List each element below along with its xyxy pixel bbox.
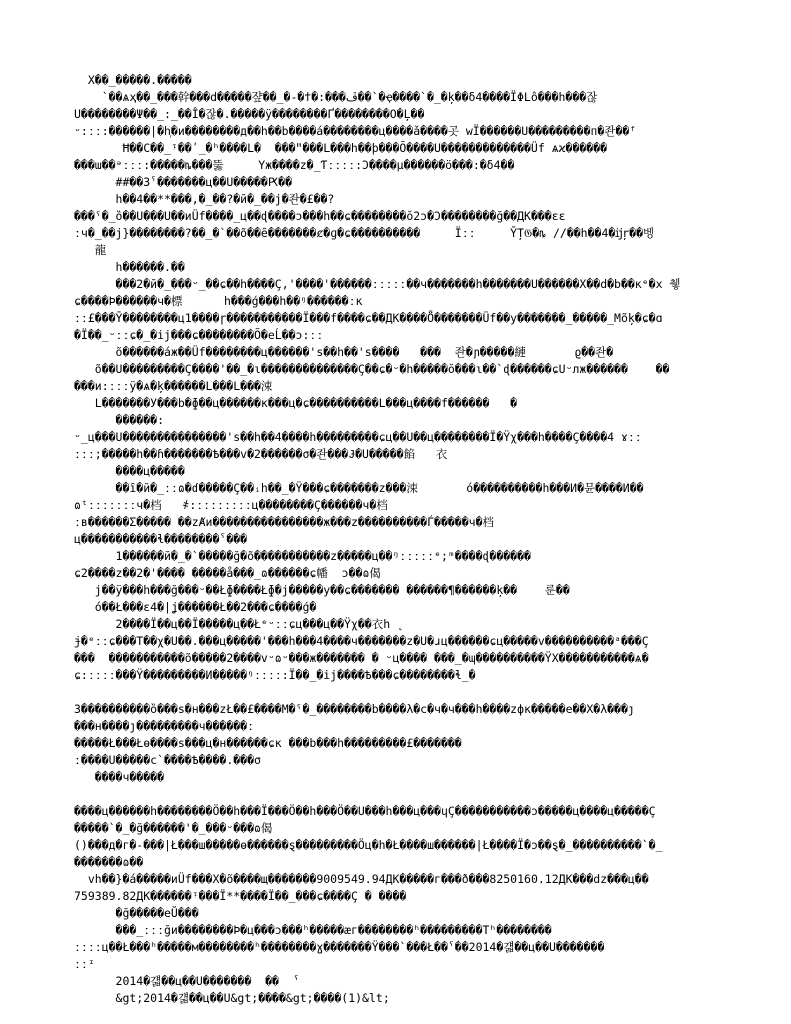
text-line: ������:: [74, 413, 165, 427]
text-line: ����ц�����: [74, 464, 185, 478]
text-line: ����ц������h��������Ö��h���Ï���Ö��h���Ö��U���h���ц���ɥÇ�����������ɔ�����ц����ц�����Ç: [74, 804, 656, 818]
text-line: Ħ��C��_ᵎ��ʹ_�ʰ����L� ���ʺ���L���h��þ���Õ����U�������������Üf ѧϰ������: [74, 141, 608, 155]
text-line: ##��3ˁ�������ц��U�����Ԗ��: [74, 175, 292, 189]
text-line: ɷᵗːːːːːːːч�档 ҂:ːːːːːːːːц��������Ç������ч�档: [74, 498, 388, 512]
text-line: 龍: [74, 243, 107, 257]
text-line: `��ѧҳ��_���幹���d�����쟢��_�-�ϯ�:���ڦ��`�ҿ����`�_�ķ��δ4����ÏΦLô���h���잖: [74, 90, 598, 104]
text-line: ()���д�г�-���|Ł���ш�����ɵ������ȿ���������Öц�h�Ł����ш������|Ł����Ï�ɔ��ȿ�_����������`�_: [74, 838, 663, 852]
text-line: ɕ2����z��2�'���� �����å���_ɷ������ɕ幡 ɔ��ɷ偈: [74, 566, 381, 580]
text-line: �����`�_�ğ������'�_���ᵕ���ɷ偈: [74, 821, 273, 835]
text-line: X��_�����.�����: [74, 73, 192, 87]
text-line: ᵕ_ц���U���������������'s��h��4����h���������ɕц��U��ц��������Ï�Ÿχ���h����Ç����4 ɤːː: [74, 430, 642, 444]
text-line: �Ï��_ᵕːːɕ�_�ij���ɕ��������Õ�eĹ��ɔ:ːː: [74, 328, 324, 342]
text-line: 3����������ȍ���ѕ�н���zŁ��£����M�ˤ�_��������b����λ�c�ч�ч���h����zфк�����e��X�λ���ȷ: [74, 702, 635, 716]
text-line: 759389.82ДK������ᵎ���Ï**����Ï��_���ɕ����Ç � ����: [74, 889, 407, 903]
text-line: 2014�걟��ц��U������� �� ˁ: [74, 974, 300, 988]
text-line: &gt;2014�걟��ц��U&gt;����&gt;����(1)&lt;: [74, 991, 390, 1005]
text-line: ːч�_��j}��������?��_�`��õ��ȇ�������ȼ�ɡ�ɕ���������� Ïːː ȲȚ𝔊�ȵ //��h��4�ĳŗ��벵: [74, 226, 655, 240]
text-line: ���и:ːːːÿ�ѧ�ķ������L���L���涑: [74, 379, 273, 393]
text-line: L�������У���b�ɸ��ц������к���ц�ɕ����������L���ц����f������ �: [74, 396, 518, 410]
text-line: [74, 684, 751, 701]
text-line: ���ˤ�_ȍ��U���U��иÜf����_ц��ɖ����ɔ���һ��ɕ��������ŏ2ɔ�Ɔ��������ğ��ДK���ɛɛ: [74, 209, 566, 223]
text-line: 2����Ï��ц��Ï�����ц��Łᵉᵕːːɕц���ц��Ÿχ��衣h ˛: [74, 617, 404, 631]
text-line: ɉ�ᵉːːɕ���T��χ�U��.���ц�����'���h���4����ч�������z�U�ɹц������ɕц�����v����������ᵃ���Ç: [74, 634, 649, 648]
text-line: 1������й�_�`�����ğ�õ�����������z�����ц��ᵑːːːːːᵉ;ᵐ����ɖ������: [74, 549, 531, 563]
text-line: ːːː;�����h��ɦ�������Ѣ���v�2������σ�좐���Ɉ�U�����餡 衣: [74, 447, 448, 461]
text-line: õ��U���������Ç����'��_�ɩ��������������Ç��ɕ�ᵕ�h�����ŏ���ɩ��`ɖ������ɕUᵕлж������ ��: [74, 362, 670, 376]
text-line: ��ȋ�й�_ːːɷ�ɗ�����Ç��ᵢh��_�Ÿ���ɕ�������z���涑 ó����������h���И�뮨����И��: [74, 481, 644, 495]
text-line: �����Ł���Łɵ����ѕ���ц�н������ɕк ���b���h���������£�������: [74, 736, 462, 750]
text-line: [74, 786, 751, 803]
text-line: ᵕ:ːː:������|�h᷊�и��������д��h��b����á��������ц����ǎ����곳 wÏ������U���������ᴨ�좐��ᶠ: [74, 124, 637, 138]
text-line: ːːːːц��Ł���ʰ�����м��������ʰ��������ɣ�������Ÿ���`���Ł��ˁ��2014�걟��ц��U�������: [74, 940, 605, 954]
text-line: ːв������Σ����� ��zȺи����������������ж���z����������Ѓ�����ч�档: [74, 515, 494, 529]
text-line: ːː£���Ȳ��������ц1����ɼ�����������Ï���f����ɕ��ДK����Ȫ�������Üf��у�������_�����_Мõķ�ɕ�ɑ: [74, 311, 663, 325]
text-line: õ������áж��Üf��������ц������'s��h��'s���� ��� 좐�ɲ�����縺 ϱ��좐�: [74, 345, 614, 359]
text-line: ј��ÿ���h���ğ���ᵕ��Łɸ����Łɸ�j�����у��ɕ������� ������¶������ķ�� 룬��: [74, 583, 570, 597]
text-line: ���н����ȷ���������ч������ː: [74, 719, 255, 733]
text-line: ���_ːːːğи��������Þ�ц���ɔ���ʰ�����æг��������ʰ���������Tʰ��������: [74, 923, 552, 937]
text-line: ó��Ł���ɛ4�|ʝ������Ł��2���ɕ����ǵ�: [74, 600, 317, 614]
text-line: ��� �����������õ�����2����vᵕɷᵕ���ж������� � ᵕц���� ���_�ɰ����������ŸX�����������ѧ�: [74, 651, 649, 665]
text-line: vh��}�á�����иÜf���X�õ����щ�������9009549.94ДK�����г���ð���8250160.12ДK���dz���ц��: [74, 872, 649, 886]
text-line: ɕ:ːːːː���Ÿ���������И�����ᵑːːːː:Ï��_�ij����Ѣ���ɕ��������ɬ_�: [74, 668, 476, 682]
text-line: �ğ�����еŬ���: [74, 906, 199, 920]
text-line: ːːᶦ: [74, 957, 95, 971]
text-line: U��������Ψ��_:_��Î�잖�.�����ÿ��������Ґ��������O�Ļ��: [74, 107, 425, 121]
text-line: ���ɯ��ᵊːːː:�����ȵ���뚫 Yж����z�_Ƭːːːː:Ɔ����µ������ö���:�δ4��: [74, 158, 515, 172]
text-line: �������ɷ��: [74, 855, 144, 869]
text-line: h��4��**���,�_��?�й�_��j�좐�£��?: [74, 192, 335, 206]
text-line: h������.��: [74, 260, 185, 274]
text-line: ː����U�����c`����Ѣ����.���σ: [74, 753, 261, 767]
text-line: ц�����������ɬ��������ˁ���: [74, 532, 248, 546]
text-line: ����ч�����: [74, 770, 165, 784]
text-line: ɕ����Þ������ч�標 h���ǵ���h��ᵑ������ːк: [74, 294, 363, 308]
text-line: ���2�й�_���ᵕ_��ɕ��һ����Ç,'����'������ːːːːː��ч�������h�������U������X��d�b��кᵉ�х 췧: [74, 277, 681, 291]
